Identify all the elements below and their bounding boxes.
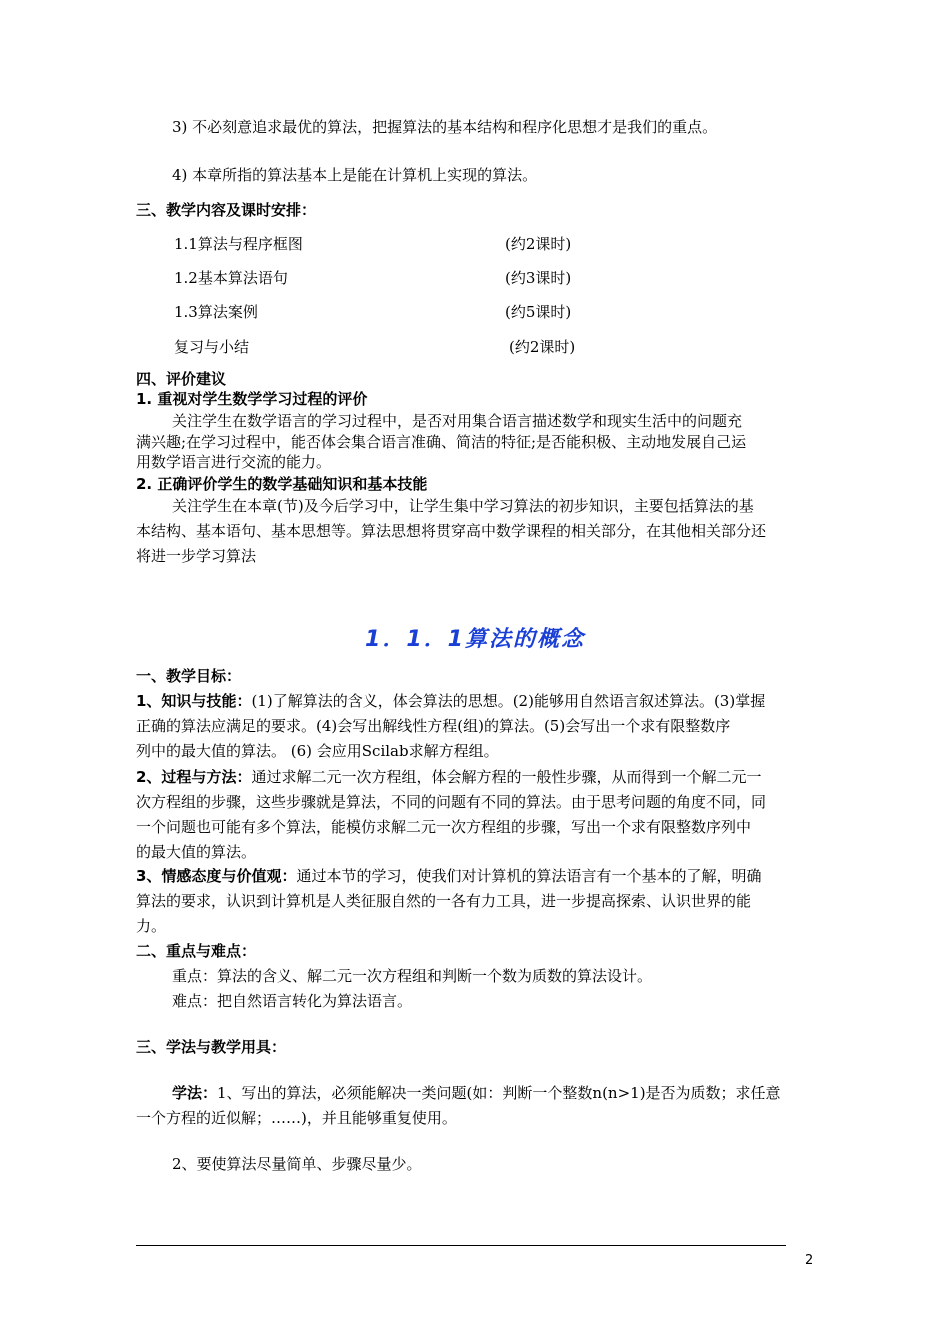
key-point: 重点：算法的含义、解二元一次方程组和判断一个数为质数的算法设计。 — [172, 967, 653, 985]
schedule-time: (约3课时) — [505, 269, 572, 287]
goal-1-line — [136, 691, 765, 711]
paragraph-line: 的最大值的算法。 — [136, 843, 257, 861]
paragraph-line: 力。 — [136, 917, 167, 935]
goal-1-text: (1)了解算法的含义，体会算法的思想。(2)能够用自然语言叙述算法。(3)掌握 — [251, 692, 766, 710]
paragraph-line: 2、要使算法尽量简单、步骤尽量少。 — [172, 1155, 422, 1173]
schedule-time: (约2课时) — [509, 338, 576, 356]
schedule-name: 复习与小结 — [174, 338, 250, 356]
section-title-eval: 四、评价建议 — [136, 370, 227, 388]
list-item-4: 4) 本章所指的算法基本上是能在计算机上实现的算法。 — [172, 166, 538, 184]
paragraph-line: 关注学生在数学语言的学习过程中，是否对用集合语言描述数学和现实生活中的问题充 — [172, 412, 743, 430]
goal-3-label: 3、情感态度与价值观： — [136, 867, 297, 885]
paragraph-line: 满兴趣;在学习过程中，能否体会集合语言准确、简洁的特征;是否能积极、主动地发展自己运 — [136, 433, 747, 451]
section-heading: 1．1．1算法的概念 — [365, 627, 585, 652]
eval-1-title: 1. 重视对学生数学学习过程的评价 — [136, 390, 368, 408]
paragraph-line: 用数学语言进行交流的能力。 — [136, 453, 332, 471]
section-title-content: 三、教学内容及课时安排： — [136, 201, 317, 219]
goal-2-text: 通过求解二元一次方程组，体会解方程的一般性步骤，从而得到一个解二元一 — [251, 768, 762, 786]
paragraph-line: 列中的最大值的算法。 (6) 会应用Scilab求解方程组。 — [136, 742, 499, 760]
paragraph-line: 算法的要求，认识到计算机是人类征服自然的一各有力工具，进一步提高探索、认识世界的能 — [136, 892, 752, 910]
paragraph-line: 将进一步学习算法 — [136, 547, 257, 565]
schedule-name: 1.3算法案例 — [174, 303, 258, 321]
goal-2-line — [136, 767, 761, 787]
footer-divider — [136, 1245, 786, 1246]
tools-title: 三、学法与教学用具： — [136, 1038, 287, 1056]
schedule-name: 1.2基本算法语句 — [174, 269, 288, 287]
paragraph-line: 一个方程的近似解；……)，并且能够重复使用。 — [136, 1109, 457, 1127]
schedule-time: (约2课时) — [505, 235, 572, 253]
paragraph-line: 关注学生在本章(节)及今后学习中，让学生集中学习算法的初步知识，主要包括算法的基 — [172, 497, 754, 515]
tools-text: 1、写出的算法，必须能解决一类问题(如：判断一个整数n(n>1)是否为质数；求任意 — [217, 1084, 781, 1102]
tools-line — [172, 1083, 781, 1103]
goal-3-line — [136, 866, 761, 886]
paragraph-line: 一个问题也可能有多个算法，能模仿求解二元一次方程组的步骤，写出一个求有限整数序列中 — [136, 818, 752, 836]
paragraph-line: 本结构、基本语句、基本思想等。算法思想将贯穿高中数学课程的相关部分，在其他相关部分还 — [136, 522, 767, 540]
schedule-time: (约5课时) — [505, 303, 572, 321]
difficult-point: 难点：把自然语言转化为算法语言。 — [172, 992, 413, 1010]
list-item-3: 3) 不必刻意追求最优的算法，把握算法的基本结构和程序化思想才是我们的重点。 — [172, 118, 718, 136]
goal-2-label: 2、过程与方法： — [136, 768, 252, 786]
schedule-name: 1.1算法与程序框图 — [174, 235, 303, 253]
key-title: 二、重点与难点： — [136, 942, 257, 960]
tools-label: 学法： — [172, 1084, 218, 1102]
goal-1-label: 1、知识与技能： — [136, 692, 252, 710]
goal-title: 一、教学目标： — [136, 667, 242, 685]
page-number: 2 — [805, 1253, 814, 1268]
paragraph-line: 次方程组的步骤，这些步骤就是算法，不同的问题有不同的算法。由于思考问题的角度不同，同 — [136, 793, 767, 811]
eval-2-title: 2. 正确评价学生的数学基础知识和基本技能 — [136, 475, 428, 493]
paragraph-line: 正确的算法应满足的要求。(4)会写出解线性方程(组)的算法。(5)会写出一个求有限整数序 — [136, 717, 731, 735]
goal-3-text: 通过本节的学习，使我们对计算机的算法语言有一个基本的了解，明确 — [296, 867, 762, 885]
